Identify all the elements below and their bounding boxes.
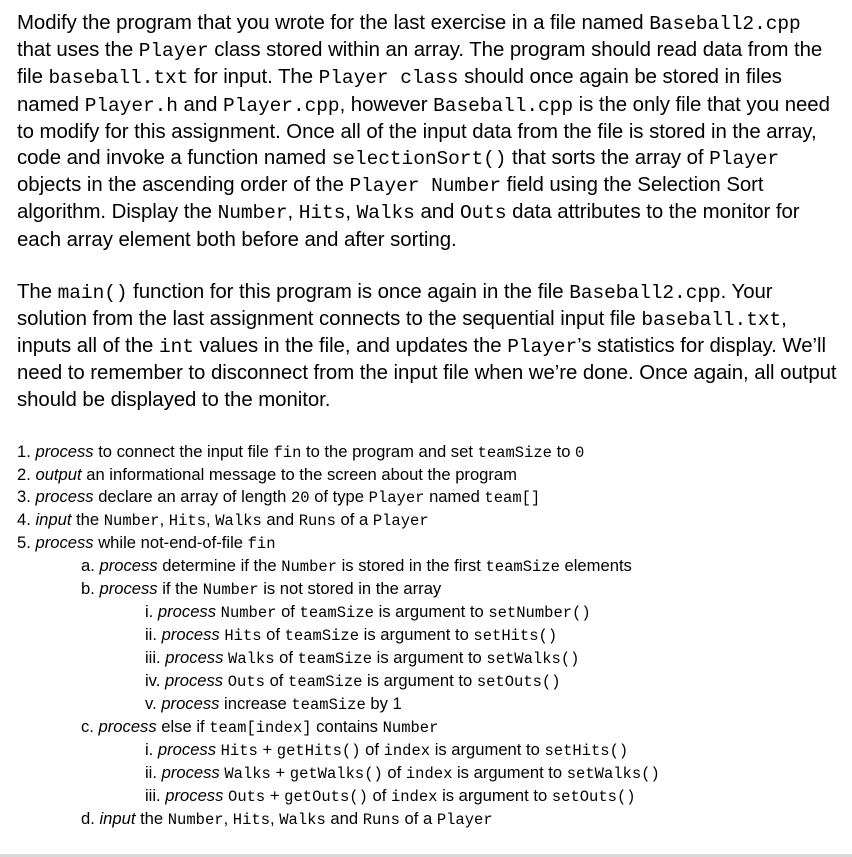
code-identifier: teamSize: [297, 649, 373, 668]
text-run: contains: [311, 716, 383, 736]
code-identifier: Player: [372, 511, 429, 530]
text-run: to connect the input file: [93, 441, 274, 461]
text-run: data attributes to the monitor for each array element both before and after sorting.: [17, 201, 800, 251]
step-keyword: process: [35, 486, 94, 506]
text-run: ,: [223, 808, 233, 828]
text-run: an informational message to the screen about the program: [81, 464, 517, 484]
code-identifier: Baseball.cpp: [433, 94, 573, 117]
code-identifier: teamSize: [291, 695, 366, 714]
algorithm-steps: [17, 441, 837, 831]
step-marker: i.: [145, 601, 154, 621]
text-run: by 1: [365, 693, 402, 713]
text-run: and: [414, 201, 460, 224]
text-run: the: [71, 509, 104, 529]
text-run: should once again be stored in files named: [17, 66, 782, 116]
text-run: of: [261, 624, 285, 644]
step-item: [145, 693, 837, 716]
step-item: [81, 578, 837, 716]
text-run: of: [360, 739, 384, 759]
code-identifier: teamSize: [485, 557, 560, 576]
step-marker: 3.: [17, 486, 31, 506]
text-run: and: [261, 509, 299, 529]
code-identifier: Runs: [298, 511, 336, 530]
code-identifier: Runs: [362, 810, 400, 829]
text-run: increase: [219, 693, 292, 713]
code-identifier: Hits: [232, 810, 271, 829]
text-run: ,: [345, 201, 357, 224]
code-identifier: Number: [202, 580, 259, 599]
text-run: of a: [399, 808, 437, 828]
code-identifier: Player.cpp: [223, 94, 340, 117]
step-item: [145, 762, 837, 785]
code-identifier: Walks: [228, 649, 275, 668]
code-identifier: setHits(): [544, 741, 629, 760]
code-identifier: index: [383, 741, 431, 760]
step-marker: d.: [81, 808, 95, 828]
code-identifier: Player Number: [349, 175, 501, 198]
step-marker: a.: [81, 555, 95, 575]
code-identifier: fin: [247, 534, 276, 553]
text-run: while not-end-of-file: [93, 532, 248, 552]
step-marker: c.: [81, 716, 94, 736]
code-identifier: baseball.txt: [48, 67, 189, 90]
text-run: and: [177, 93, 224, 116]
step-marker: 2.: [17, 464, 31, 484]
code-identifier: team[index]: [209, 718, 312, 737]
step-keyword: process: [99, 578, 158, 598]
code-identifier: Number: [103, 511, 160, 530]
code-identifier: Number: [167, 810, 224, 829]
step-item: [81, 555, 837, 578]
text-run: is the only file that you need to modify for this assignment. Once all of the input data from the file is stored in the array, code and invoke a function named: [17, 93, 830, 170]
step-item: [145, 647, 837, 670]
text-run: +: [257, 739, 277, 759]
step-item: [81, 808, 837, 831]
text-run: is not stored in the array: [258, 578, 442, 598]
sub-steps: [81, 555, 837, 831]
code-identifier: Player: [507, 336, 578, 359]
code-identifier: main(): [57, 281, 128, 304]
step-item: [17, 464, 837, 486]
text-run: ,: [159, 509, 169, 529]
text-run: of: [264, 670, 289, 690]
step-item: [17, 509, 837, 532]
step-keyword: input: [35, 509, 72, 529]
text-run: and: [325, 808, 363, 828]
code-identifier: Outs: [227, 672, 265, 691]
text-run: elements: [559, 555, 632, 575]
text-run: determine if the: [157, 555, 282, 575]
step-marker: iii.: [145, 785, 161, 805]
step-keyword: process: [161, 762, 220, 782]
code-identifier: setOuts(): [476, 672, 561, 691]
step-keyword: process: [35, 532, 94, 552]
step-keyword: process: [165, 670, 224, 690]
code-identifier: teamSize: [284, 626, 360, 645]
code-identifier: getHits(): [276, 741, 361, 760]
text-run: of: [367, 785, 391, 805]
code-identifier: Walks: [224, 764, 271, 783]
step-keyword: process: [157, 739, 217, 759]
code-identifier: 0: [575, 443, 585, 462]
step-item: [145, 670, 837, 693]
code-identifier: Number: [281, 557, 337, 576]
step-item: [145, 601, 837, 624]
text-run: +: [270, 762, 290, 782]
text-run: is argument to: [452, 762, 567, 782]
code-identifier: Hits: [220, 741, 258, 760]
step-keyword: process: [161, 693, 220, 713]
step-marker: 1.: [17, 441, 31, 461]
text-run: is argument to: [430, 739, 545, 759]
text-run: declare an array of length: [93, 486, 291, 506]
code-identifier: setOuts(): [551, 787, 636, 806]
step-item: [17, 486, 837, 509]
text-run: is argument to: [372, 647, 487, 667]
code-identifier: teamSize: [299, 603, 374, 622]
code-identifier: Player: [436, 810, 493, 829]
step-marker: iii.: [145, 647, 161, 667]
text-run: The: [17, 280, 58, 303]
code-identifier: Baseball2.cpp: [569, 281, 721, 304]
code-identifier: Outs: [459, 202, 507, 225]
text-run: objects in the ascending order of the: [17, 174, 350, 197]
step-keyword: process: [98, 716, 157, 736]
text-run: is argument to: [362, 670, 477, 690]
step-keyword: input: [99, 808, 136, 828]
text-run: is argument to: [437, 785, 552, 805]
text-run: if the: [157, 578, 203, 598]
code-identifier: teamSize: [477, 443, 552, 462]
text-run: +: [265, 785, 285, 805]
text-run: ’s statistics for display. We’ll need to remember to disconnect from the input file when we’re done. Once again, all output should be displayed to the monitor.: [17, 335, 837, 411]
text-run: of: [274, 647, 298, 667]
text-run: the: [135, 808, 168, 828]
code-identifier: Walks: [356, 202, 415, 225]
code-identifier: Hits: [298, 202, 346, 225]
code-identifier: index: [390, 787, 438, 806]
step-item: [145, 785, 837, 808]
text-run: else if: [156, 716, 210, 736]
code-identifier: Hits: [168, 511, 207, 530]
step-keyword: process: [165, 785, 224, 805]
code-identifier: Player class: [318, 67, 459, 90]
instructions-paragraph-2: [17, 279, 837, 413]
text-run: of type: [309, 486, 369, 506]
step-keyword: output: [35, 464, 82, 484]
text-run: to: [551, 441, 576, 461]
code-identifier: setWalks(): [486, 649, 580, 668]
text-run: field using the Selection Sort algorithm. Display the: [17, 174, 764, 224]
assignment-document: [17, 10, 837, 831]
code-identifier: getOuts(): [284, 787, 368, 806]
code-identifier: Walks: [215, 511, 262, 530]
code-identifier: Player: [709, 148, 780, 171]
step-marker: ii.: [145, 624, 157, 644]
text-run: of a: [335, 509, 373, 529]
text-run: class stored within an array. The program should read data from the file: [17, 39, 823, 89]
text-run: function for this program is once again in the file: [127, 280, 570, 303]
code-identifier: selectionSort(): [331, 148, 507, 171]
text-run: to the program and set: [301, 441, 478, 461]
code-identifier: teamSize: [288, 672, 363, 691]
code-identifier: getWalks(): [289, 764, 383, 783]
step-marker: 4.: [17, 509, 31, 529]
text-run: Modify the program that you wrote for the last exercise in a file named: [17, 12, 650, 34]
code-identifier: setNumber(): [488, 603, 591, 622]
code-identifier: Outs: [228, 787, 266, 806]
text-run: of: [382, 762, 406, 782]
text-run: , inputs all of the: [17, 308, 787, 358]
sub-steps: [145, 601, 837, 716]
code-identifier: setWalks(): [566, 764, 660, 783]
text-run: ,: [206, 509, 216, 529]
code-identifier: Walks: [279, 810, 326, 829]
sub-steps: [145, 739, 837, 808]
step-item: [81, 716, 837, 808]
step-item: [145, 624, 837, 647]
text-run: , however: [339, 93, 434, 116]
step-keyword: process: [161, 624, 220, 644]
text-run: . Your solution from the last assignment connects to the sequential input file: [17, 280, 773, 331]
instructions-paragraph-1: [17, 10, 837, 253]
step-marker: b.: [81, 578, 95, 598]
step-marker: iv.: [145, 670, 161, 690]
code-identifier: 20: [290, 488, 310, 507]
step-marker: 5.: [17, 532, 31, 552]
step-keyword: process: [35, 441, 94, 461]
code-identifier: fin: [273, 443, 302, 462]
step-keyword: process: [99, 555, 158, 575]
text-run: is argument to: [359, 624, 474, 644]
text-run: that sorts the array of: [506, 147, 710, 170]
code-identifier: index: [405, 764, 453, 783]
step-keyword: process: [157, 601, 217, 621]
text-run: for input. The: [188, 66, 319, 89]
code-identifier: Baseball2.cpp: [649, 13, 801, 35]
text-run: is stored in the first: [337, 555, 486, 575]
text-run: is argument to: [373, 601, 489, 621]
code-identifier: Player: [368, 488, 425, 507]
code-identifier: Player: [138, 40, 209, 63]
code-identifier: Number: [217, 202, 288, 225]
text-run: that uses the: [17, 39, 139, 62]
code-identifier: baseball.txt: [641, 309, 782, 332]
text-run: ,: [270, 808, 280, 828]
code-identifier: Player.h: [84, 94, 178, 117]
text-run: named: [424, 486, 485, 506]
text-run: values in the file, and updates the: [193, 335, 508, 358]
text-run: of: [276, 601, 300, 621]
code-identifier: team[]: [484, 488, 541, 507]
step-item: [145, 739, 837, 762]
step-marker: i.: [145, 739, 154, 759]
step-item: [17, 441, 837, 464]
step-marker: ii.: [145, 762, 157, 782]
text-run: ,: [287, 201, 299, 224]
step-marker: v.: [145, 693, 157, 713]
code-identifier: setHits(): [473, 626, 558, 645]
code-identifier: int: [158, 336, 194, 359]
step-keyword: process: [165, 647, 224, 667]
code-identifier: Number: [382, 718, 439, 737]
code-identifier: Hits: [224, 626, 262, 645]
step-item: [17, 532, 837, 831]
code-identifier: Number: [220, 603, 277, 622]
